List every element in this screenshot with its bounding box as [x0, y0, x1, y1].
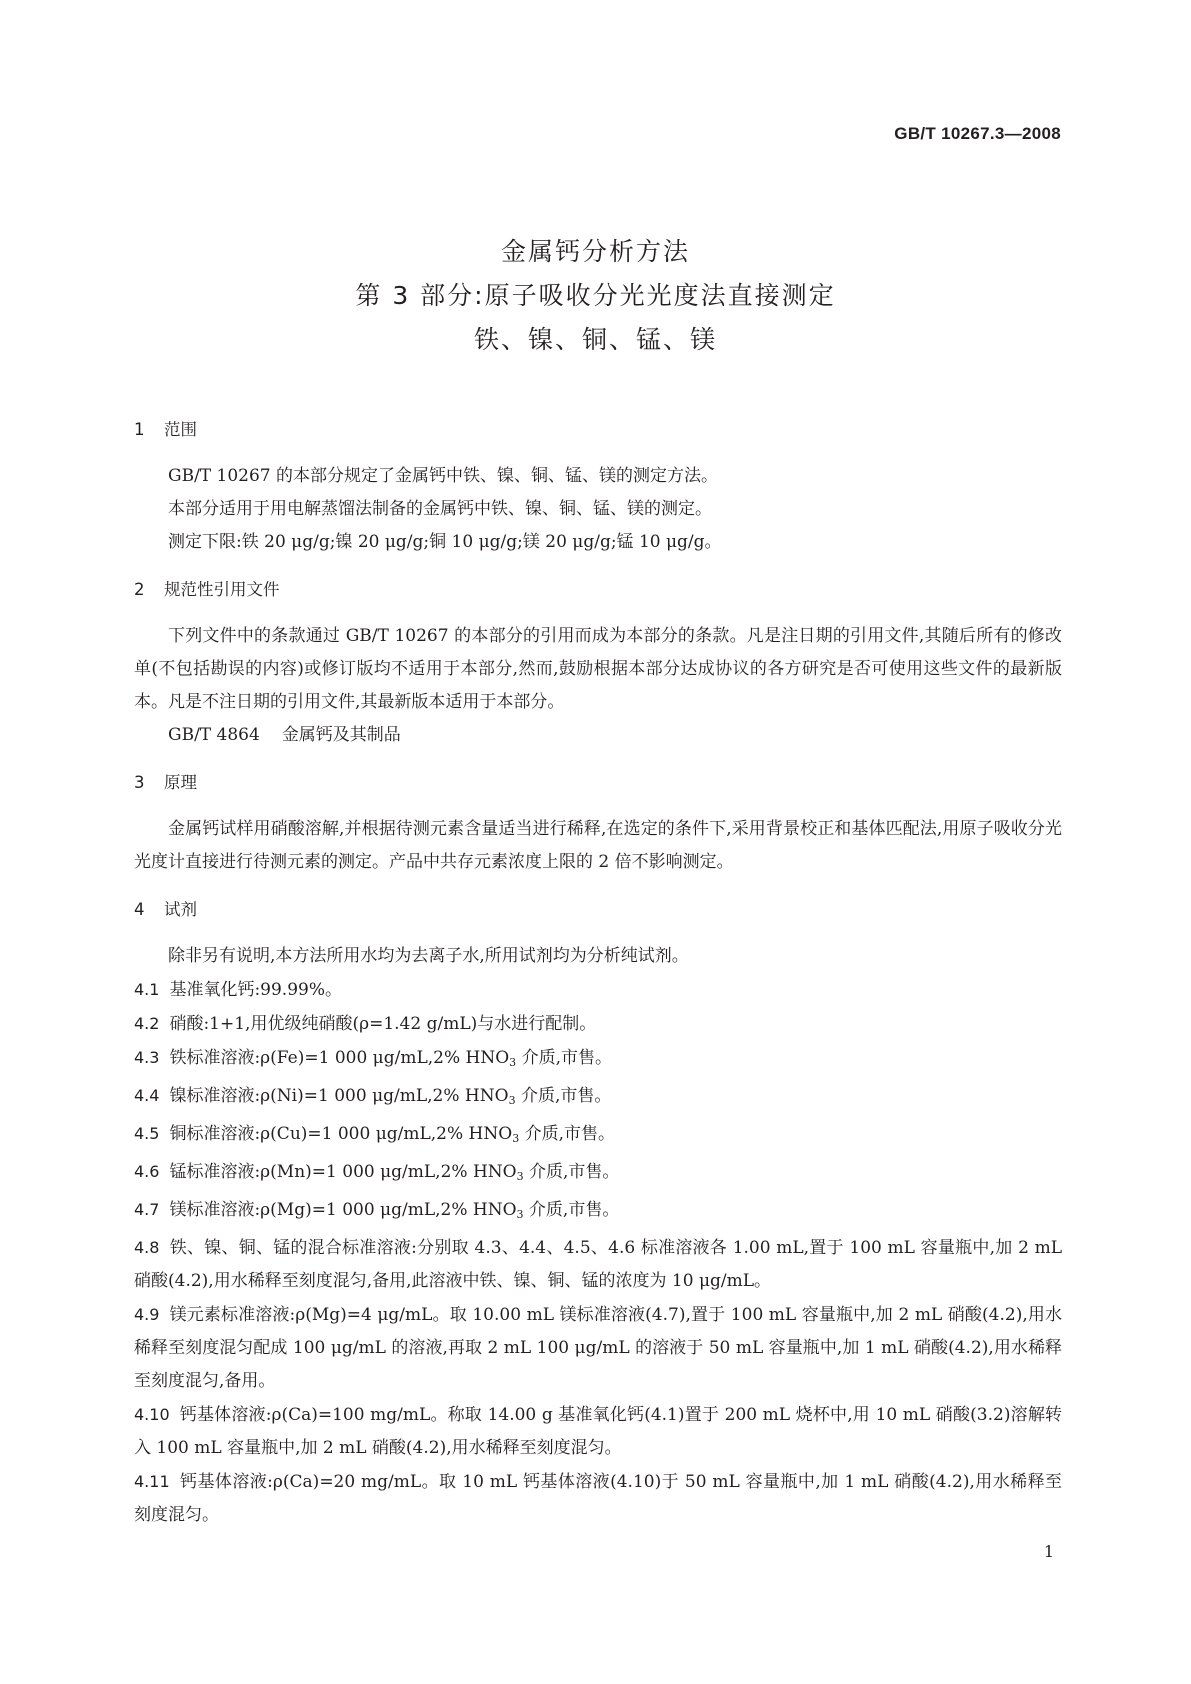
section-4-paragraph-1: 除非另有说明,本方法所用水均为去离子水,所用试剂均为分析纯试剂。: [168, 946, 689, 966]
item-text: 钙基体溶液:ρ(Ca)=20 mg/mL。取 10 mL 钙基体溶液(4.10)于 50 mL 容量瓶中,加 1 mL 硝酸(4.2),用水稀释至刻度混匀。: [134, 1472, 1062, 1525]
item-text-tail: 介质,市售。: [523, 1162, 620, 1182]
reagent-item-4-3: [134, 1041, 1062, 1079]
document-body: [134, 413, 1062, 1532]
subscript: 3: [508, 1094, 516, 1107]
item-text-tail: 介质,市售。: [523, 1200, 620, 1220]
section-2-title: 规范性引用文件: [164, 580, 280, 599]
item-text: 锰标准溶液:ρ(Mn)=1 000 μg/mL,2% HNO: [169, 1162, 517, 1182]
section-1-number: 1: [134, 420, 145, 439]
reagent-item-4-1: [134, 973, 1062, 1007]
section-4-heading: [134, 893, 1062, 926]
section-3-number: 3: [134, 773, 145, 792]
item-text: 镁元素标准溶液:ρ(Mg)=4 μg/mL。取 10.00 mL 镁标准溶液(4.7),置于 100 mL 容量瓶中,加 2 mL 硝酸(4.2),用水稀释至刻度混匀配成 100 μg/mL 的溶液,再取 2 mL 100 μg/mL 的溶液于 50 mL 容量瓶中,加 1 mL 硝酸(4.2),用水稀释至刻度混匀,备用。: [134, 1305, 1062, 1391]
standard-code: GB/T 10267.3—2008: [894, 124, 1061, 143]
subscript: 3: [516, 1170, 524, 1183]
item-number: 4.5: [134, 1124, 160, 1143]
doc-title-line-1: 金属钙分析方法: [500, 237, 690, 266]
subscript: 3: [512, 1132, 520, 1145]
section-1-title: 范围: [164, 420, 197, 439]
section-3-title: 原理: [164, 773, 197, 792]
reagent-item-4-5: [134, 1117, 1062, 1155]
reagent-item-4-9: [134, 1298, 1062, 1398]
reference-code: GB/T 4864: [168, 725, 260, 745]
subscript: 3: [509, 1056, 517, 1069]
item-number: 4.2: [134, 1014, 160, 1033]
reagent-item-4-8: [134, 1231, 1062, 1298]
subscript: 3: [516, 1208, 524, 1221]
section-4-title: 试剂: [164, 900, 197, 919]
reagent-item-4-2: [134, 1007, 1062, 1041]
section-2-paragraph-1: 下列文件中的条款通过 GB/T 10267 的本部分的引用而成为本部分的条款。凡是注日期的引用文件,其随后所有的修改单(不包括勘误的内容)或修订版均不适用于本部分,然而,鼓励根据本部分达成协议的各方研究是否可使用这些文件的最新版本。凡是不注日期的引用文件,其最新版本适用于本部分。: [134, 626, 1062, 712]
item-number: 4.11: [134, 1472, 170, 1491]
page-number: 1: [1043, 1542, 1054, 1561]
reagent-item-4-6: [134, 1155, 1062, 1193]
item-number: 4.7: [134, 1200, 160, 1219]
reference-title: 金属钙及其制品: [281, 725, 401, 745]
reagent-item-4-11: [134, 1465, 1062, 1532]
item-text: 钙基体溶液:ρ(Ca)=100 mg/mL。称取 14.00 g 基准氧化钙(4.1)置于 200 mL 烧杯中,用 10 mL 硝酸(3.2)溶解转入 100 mL 容量瓶中,加 2 mL 硝酸(4.2),用水稀释至刻度混匀。: [134, 1405, 1062, 1458]
reagent-item-4-4: [134, 1079, 1062, 1117]
doc-title-line-3: 铁、镍、铜、锰、镁: [473, 325, 717, 354]
item-text: 基准氧化钙:99.99%。: [169, 980, 343, 1000]
section-1-paragraph-2: 本部分适用于用电解蒸馏法制备的金属钙中铁、镍、铜、锰、镁的测定。: [168, 499, 712, 519]
item-number: 4.3: [134, 1048, 160, 1067]
reagent-item-4-7: [134, 1193, 1062, 1231]
section-1-paragraph-1: GB/T 10267 的本部分规定了金属钙中铁、镍、铜、锰、镁的测定方法。: [168, 466, 719, 486]
item-number: 4.10: [134, 1405, 170, 1424]
section-2-heading: [134, 573, 1062, 606]
section-1-heading: [134, 413, 1062, 446]
item-text-tail: 介质,市售。: [519, 1124, 616, 1144]
item-number: 4.1: [134, 980, 160, 999]
item-text: 镍标准溶液:ρ(Ni)=1 000 μg/mL,2% HNO: [169, 1086, 509, 1106]
doc-title-line-2: 第 3 部分:原子吸收分光光度法直接测定: [355, 281, 836, 310]
section-1-paragraph-3: 测定下限:铁 20 μg/g;镍 20 μg/g;铜 10 μg/g;镁 20 μg/g;锰 10 μg/g。: [168, 532, 722, 552]
item-number: 4.6: [134, 1162, 160, 1181]
item-number: 4.4: [134, 1086, 160, 1105]
reagent-item-4-10: [134, 1398, 1062, 1465]
normative-reference: [134, 719, 1062, 752]
item-text: 铁、镍、铜、锰的混合标准溶液:分别取 4.3、4.4、4.5、4.6 标准溶液各 1.00 mL,置于 100 mL 容量瓶中,加 2 mL 硝酸(4.2),用水稀释至刻度混匀,备用,此溶液中铁、镍、铜、锰的浓度为 10 μg/mL。: [134, 1238, 1062, 1291]
item-text-tail: 介质,市售。: [516, 1048, 612, 1068]
item-text: 铜标准溶液:ρ(Cu)=1 000 μg/mL,2% HNO: [169, 1124, 513, 1144]
item-text: 铁标准溶液:ρ(Fe)=1 000 μg/mL,2% HNO: [169, 1048, 510, 1068]
item-number: 4.9: [134, 1305, 160, 1324]
section-2-number: 2: [134, 580, 145, 599]
item-text: 镁标准溶液:ρ(Mg)=1 000 μg/mL,2% HNO: [169, 1200, 517, 1220]
item-number: 4.8: [134, 1238, 160, 1257]
section-4-number: 4: [134, 900, 145, 919]
item-text: 硝酸:1+1,用优级纯硝酸(ρ=1.42 g/mL)与水进行配制。: [169, 1014, 597, 1034]
section-3-paragraph-1: 金属钙试样用硝酸溶解,并根据待测元素含量适当进行稀释,在选定的条件下,采用背景校正和基体匹配法,用原子吸收分光光度计直接进行待测元素的测定。产品中共存元素浓度上限的 2 倍不影响测定。: [134, 819, 1062, 872]
section-3-heading: [134, 766, 1062, 799]
item-text-tail: 介质,市售。: [515, 1086, 612, 1106]
